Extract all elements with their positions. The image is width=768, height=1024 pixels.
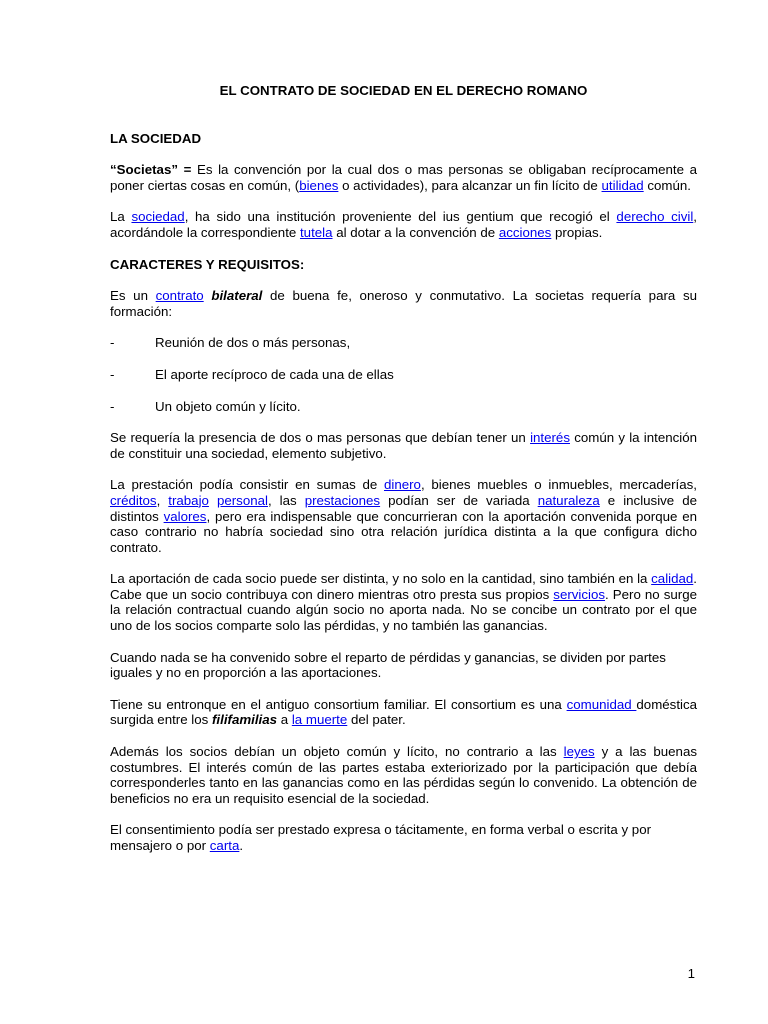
paragraph-sociedad-institucion: La sociedad, ha sido una institución proveniente del ius gentium que recogió el derecho civil, acordándole la correspondiente tutela al dotar a la convención de acciones propias. [110, 209, 697, 240]
link-acciones[interactable]: acciones [498, 224, 552, 240]
list-dash: - [110, 335, 115, 351]
link-comunidad[interactable]: comunidad [566, 696, 637, 712]
link-derecho-civil[interactable]: derecho civil [616, 209, 694, 225]
link-utilidad[interactable]: utilidad [601, 177, 644, 193]
paragraph-contrato-bilateral: Es un contrato bilateral de buena fe, oneroso y conmutativo. La societas requería para su formación: [110, 288, 698, 319]
paragraph-societas-definition: “Societas” = Es la convención por la cual dos o mas personas se obligaban recíprocamente a poner ciertas cosas en común, (bienes o actividades), para alcanzar un fin lícito de utilidad común. [110, 162, 697, 193]
paragraph-prestacion: La prestación podía consistir en sumas de dinero, bienes muebles o inmuebles, mercaderías, créditos, trabajo personal, las prestaciones podían ser de variada naturaleza e inclusive de distintos valores, pero era indispensable que concurrieran con la aportación convenida porque en caso contrario no habría sociedad sino otra relación jurídica distinta a la que configura dicho contrato. [110, 477, 697, 555]
societas-term: “Societas” = [110, 162, 192, 178]
link-servicios[interactable]: servicios [553, 586, 606, 602]
section-heading-la-sociedad: LA SOCIEDAD [110, 130, 202, 146]
paragraph-consentimiento: El consentimiento podía ser prestado expresa o tácitamente, en forma verbal o escrita y por mensajero o por carta. [110, 822, 652, 853]
link-prestaciones[interactable]: prestaciones [304, 492, 381, 508]
link-calidad[interactable]: calidad [651, 571, 694, 587]
list-dash: - [110, 398, 115, 414]
link-la-muerte[interactable]: la muerte [291, 712, 348, 728]
section-heading-caracteres: CARACTERES Y REQUISITOS: [110, 256, 305, 272]
link-dinero[interactable]: dinero [383, 477, 421, 493]
link-trabajo[interactable]: trabajo [168, 492, 209, 508]
paragraph-presencia-personas: Se requería la presencia de dos o mas personas que debían tener un interés común y la intención de constituir una sociedad, elemento subjetivo. [110, 430, 697, 461]
paragraph-objeto-licito: Además los socios debían un objeto común y lícito, no contrario a las leyes y a las buenas costumbres. El interés común de las partes estaba exteriorizado por la participación que debía corresponderles tanto en las ganancias como en las pérdidas según lo convenido. La obtención de beneficios no era un requisito esencial de la sociedad. [110, 744, 697, 806]
link-creditos[interactable]: créditos [110, 492, 157, 508]
bilateral-emphasis: bilateral [211, 288, 263, 304]
link-valores[interactable]: valores [163, 508, 207, 524]
link-sociedad[interactable]: sociedad [131, 209, 185, 225]
page-number: 1 [687, 966, 695, 981]
link-personal[interactable]: personal [216, 492, 268, 508]
list-item: - Reunión de dos o más personas, [110, 335, 351, 351]
filifamilias-emphasis: filifamilias [212, 712, 278, 728]
paragraph-consortium: Tiene su entronque en el antiguo consortium familiar. El consortium es una comunidad doméstica surgida entre los filifamilias a la muerte del pater. [110, 696, 698, 728]
link-carta[interactable]: carta [209, 838, 240, 853]
list-item: - El aporte recíproco de cada una de ellas [110, 366, 394, 382]
paragraph-reparto: Cuando nada se ha convenido sobre el reparto de pérdidas y ganancias, se dividen por partes iguales y no en proporción a las aportaciones. [110, 649, 666, 681]
paragraph-aportacion: La aportación de cada socio puede ser distinta, y no solo en la cantidad, sino también en la calidad. Cabe que un socio contribuya con dinero mientras otro presta sus propios servicios. Pero no surge la relación contractual cuando algún socio no aporta nada. No se concibe un contrato por el que uno de los socios comparte solo las pérdidas, y no también las ganancias. [110, 571, 698, 634]
link-tutela[interactable]: tutela [299, 224, 333, 240]
link-contrato[interactable]: contrato [155, 288, 204, 304]
list-item: - Un objeto común y lícito. [110, 398, 301, 414]
link-bienes[interactable]: bienes [299, 177, 339, 193]
document-title: EL CONTRATO DE SOCIEDAD EN EL DERECHO ROMANO [219, 83, 588, 98]
link-leyes[interactable]: leyes [563, 744, 595, 760]
link-naturaleza[interactable]: naturaleza [537, 492, 600, 508]
list-dash: - [110, 366, 115, 382]
link-interes[interactable]: interés [530, 430, 570, 446]
